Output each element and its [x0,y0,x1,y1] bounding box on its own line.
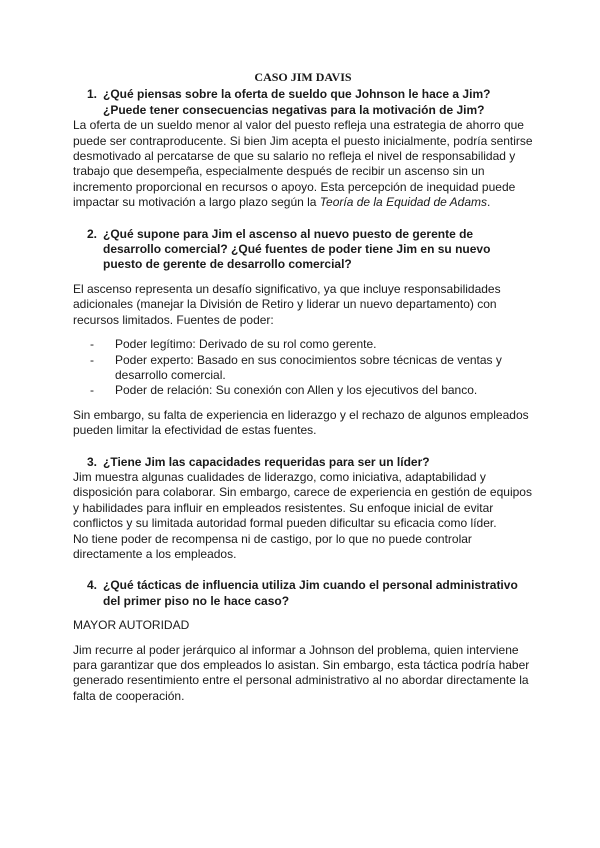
list-item-text: Poder de relación: Su conexión con Allen y los ejecutivos del banco. [115,383,478,398]
question-3-number: 3. [86,454,97,469]
answer-4: Jim recurre al poder jerárquico al informar a Johnson del problema, quien interviene para garantizar que dos empleados lo asistan. Sin embargo, esta táctica podría haber generado resentimiento entre el personal administrativo al no abordar directamente la falta de cooperación. [73,642,530,703]
question-3-text: ¿Tiene Jim las capacidades requeridas para ser un líder? [103,454,430,469]
question-1-text: ¿Qué piensas sobre la oferta de sueldo que Johnson le hace a Jim? ¿Puede tener consecuencias negativas para la motivación de Jim? [103,87,491,117]
question-4-number: 4. [86,578,97,593]
answer-2: El ascenso representa un desafío significativo, ya que incluye responsabilidades adicionales (manejar la División de Retiro y liderar un nuevo departamento) con recursos limitados. Fuentes de poder: [73,281,501,327]
answer-3: Jim muestra algunas cualidades de liderazgo, como iniciativa, adaptabilidad y disposición para colaborar. Sin embargo, carece de experiencia en gestión de equipos y habilidades para influir en empleados resistentes. Su enfoque inicial de evitar conflictos y su limitada autoridad formal pueden dificultar su eficacia como líder. [73,469,532,531]
question-3 [73,455,533,470]
question-1 [73,87,533,118]
question-4-text: ¿Qué tácticas de influencia utiliza Jim cuando el personal administrativo del primer piso no le hace caso? [103,578,518,608]
list-item [73,353,533,384]
list-item-text: Poder legítimo: Derivado de su rol como gerente. [115,337,377,352]
document-page [73,70,533,704]
answer-1 [73,118,533,210]
answer-3-extra: No tiene poder de recompensa ni de castigo, por lo que no puede controlar directamente a los empleados. [73,531,472,561]
question-4 [73,578,533,609]
bullet-dash: - [90,337,94,352]
question-2-number: 2. [86,226,97,241]
answer-1-theory: Teoría de la Equidad de Adams [319,195,488,210]
document-title: CASO JIM DAVIS [254,70,352,84]
answer-1-text: La oferta de un sueldo menor al valor del puesto refleja una estrategia de ahorro que puede ser contraproducente. Si bien Jim acepta el puesto inicialmente, podría sentirse desmotivado al percatarse de que su salario no refleja el nivel de responsabilidad y trabajo que desempeña, especialmente después de recibir un ascenso sin un incremento proporcional en recursos o apoyo. Esta percepción de inequidad puede impactar su motivación a largo plazo según la [73,118,533,210]
answer-2-conclusion: Sin embargo, su falta de experiencia en liderazgo y el rechazo de algunos empleados pueden limitar la efectividad de estas fuentes. [73,407,529,438]
answer-1-end: . [487,195,491,210]
power-sources-list [73,337,533,399]
bullet-dash: - [90,383,94,398]
list-item [73,337,533,352]
question-2-text: ¿Qué supone para Jim el ascenso al nuevo puesto de gerente de desarrollo comercial? ¿Qué fuentes de poder tiene Jim en su nuevo puesto de gerente de desarrollo comercial? [103,226,491,272]
list-item-text: Poder experto: Basado en sus conocimientos sobre técnicas de ventas y desarrollo comercial. [115,352,502,382]
bullet-dash: - [90,352,94,367]
question-2 [73,227,533,273]
list-item [73,383,533,398]
answer-4-subheading: MAYOR AUTORIDAD [73,618,190,633]
question-1-number: 1. [86,87,97,102]
